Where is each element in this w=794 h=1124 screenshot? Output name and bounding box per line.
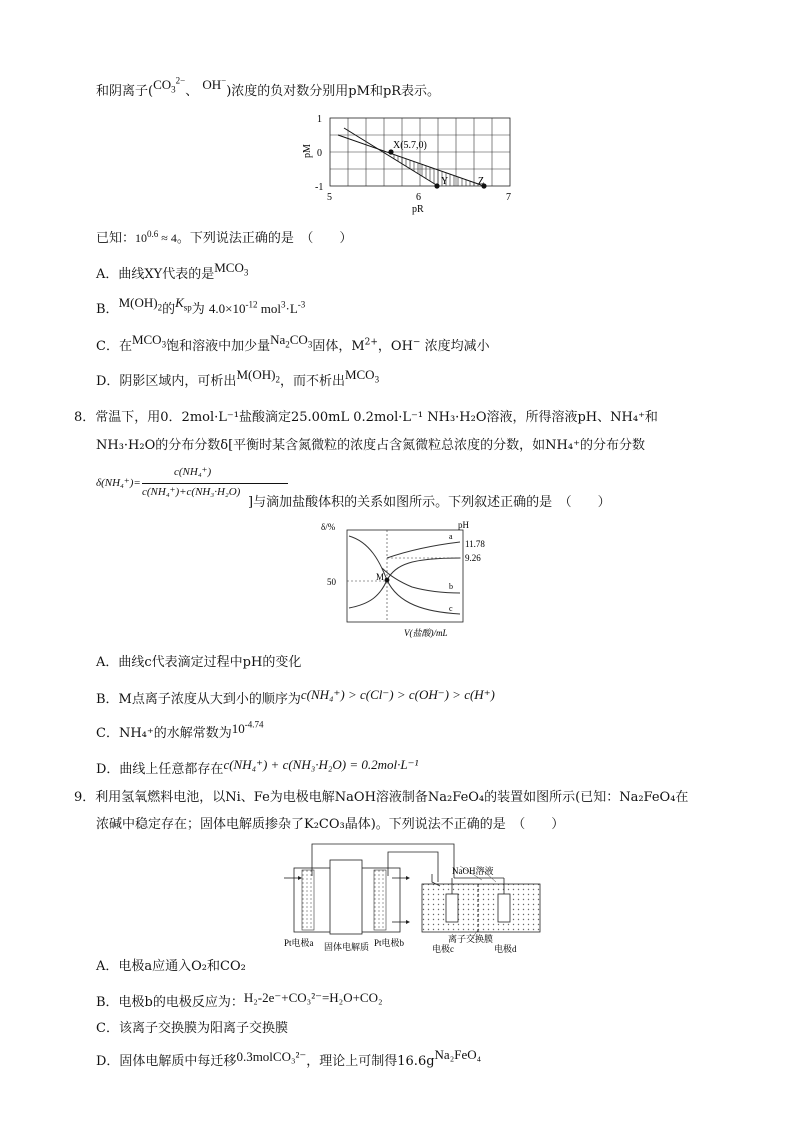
ph-11-78: 11.78 xyxy=(465,539,485,549)
point-m-label: M xyxy=(376,572,385,582)
x-tick-6: 6 xyxy=(416,192,421,203)
q8-option-b: B．M点离子浓度从大到小的顺序为c(NH₄⁺) > c(Cl⁻) > c(OH⁻) > c(H⁺) xyxy=(96,687,495,707)
q7-known: 已知：$10^{0.6} \approx 4$。下列说法正确的是 （ ） xyxy=(96,229,353,246)
q9-option-c: C．该离子交换膜为阳离子交换膜 xyxy=(96,1021,288,1036)
q8-option-c: C．NH₄⁺的水解常数为$10^{-4.74}$ xyxy=(96,719,264,741)
q8-option-d: D．曲线上任意都存在c(NH₄⁺) + c(NH₃·H₂O) = 0.2mol·L⁻¹ xyxy=(96,757,419,777)
q8-option-a: A．曲线c代表滴定过程中pH的变化 xyxy=(96,655,302,670)
q8-graph xyxy=(320,518,496,642)
x-axis-label: V(盐酸)/mL xyxy=(404,628,448,638)
curve-b-label: b xyxy=(449,582,453,591)
y-axis-label: pM xyxy=(302,144,313,158)
q8-line3: ]与滴加盐酸体积的关系如图所示。下列叙述正确的是 （ ） xyxy=(248,495,611,510)
curve-a-label: a xyxy=(449,532,453,541)
q8-line1: 8．常温下，用0．2mol·L⁻¹盐酸滴定25.00mL 0.2mol·L⁻¹ NH₃·H₂O溶液，所得溶液pH、NH₄⁺和 xyxy=(74,410,658,425)
naoh-label: NaOH溶液 xyxy=(452,866,494,876)
q7-option-c: C．在$MCO_3$饱和溶液中加少量$Na_2CO_3$固体，$M^{2+}$，OH− 浓度均减小 xyxy=(96,332,490,354)
ph-9-26: 9.26 xyxy=(465,553,481,563)
point-x-label: X(5.7,0) xyxy=(393,140,427,151)
pt-electrode-a-label: Pt电极a xyxy=(284,938,314,948)
curve-c-label: c xyxy=(449,604,453,613)
y-tick-1: 1 xyxy=(317,114,322,125)
q9-apparatus xyxy=(282,838,544,956)
q7-option-b: B．$M(OH)_2$的$K_{sp}$为 $4.0\times 10^{-12}$ $mol^3\cdot L^{-3}$ xyxy=(96,295,306,317)
y-tick-50: 50 xyxy=(327,577,336,587)
electrode-c-label: 电极c xyxy=(432,944,454,954)
x-axis-label: pR xyxy=(412,204,424,215)
membrane-label: 离子交换膜 xyxy=(448,934,494,944)
q9-option-b: B．电极b的电极反应为：H₂-2e⁻+CO₃²⁻=H₂O+CO₂ xyxy=(96,990,383,1010)
q7-intro: 和阴离子($CO_3^{2-}$、 OH−)浓度的负对数分别用pM和pR表示。 xyxy=(96,75,441,99)
q9-line2: 浓碱中稳定存在；固体电解质掺杂了K₂CO₃晶体)。下列说法不正确的是 （ ） xyxy=(96,817,565,832)
x-tick-7: 7 xyxy=(506,192,511,203)
x-tick-5: 5 xyxy=(327,192,332,203)
q9-option-a: A．电极a应通入O₂和CO₂ xyxy=(96,959,246,974)
y-tick-neg1: -1 xyxy=(315,182,324,193)
q9-option-d: D．固体电解质中每迁移0.3molCO₃²⁻，理论上可制得16.6gNa₂FeO₄ xyxy=(96,1047,482,1069)
q7-option-a: A．曲线XY代表的是$MCO_3$ xyxy=(96,260,249,282)
q7-graph xyxy=(298,110,522,222)
point-y-label: Y xyxy=(441,176,449,187)
ph-axis-label: pH xyxy=(458,520,469,530)
pt-electrode-b-label: Pt电极b xyxy=(374,938,405,948)
y-axis-label: δ/% xyxy=(321,522,336,532)
q7-option-d: D．阴影区域内，可析出$M(OH)_2$，而不析出$MCO_3$ xyxy=(96,367,380,389)
y-tick-0: 0 xyxy=(317,148,322,159)
electrode-d-label: 电极d xyxy=(494,944,517,954)
point-z-label: Z xyxy=(478,176,485,187)
q9-line1: 9．利用氢氧燃料电池，以Ni、Fe为电极电解NaOH溶液制备Na₂FeO₄的装置如图所示(已知：Na₂FeO₄在 xyxy=(74,790,689,805)
q8-line2: NH₃·H₂O的分布分数δ[平衡时某含氮微粒的浓度占含氮微粒总浓度的分数，如NH₄⁺的分布分数 xyxy=(96,438,645,453)
solid-electrolyte-label: 固体电解质 xyxy=(324,942,370,952)
